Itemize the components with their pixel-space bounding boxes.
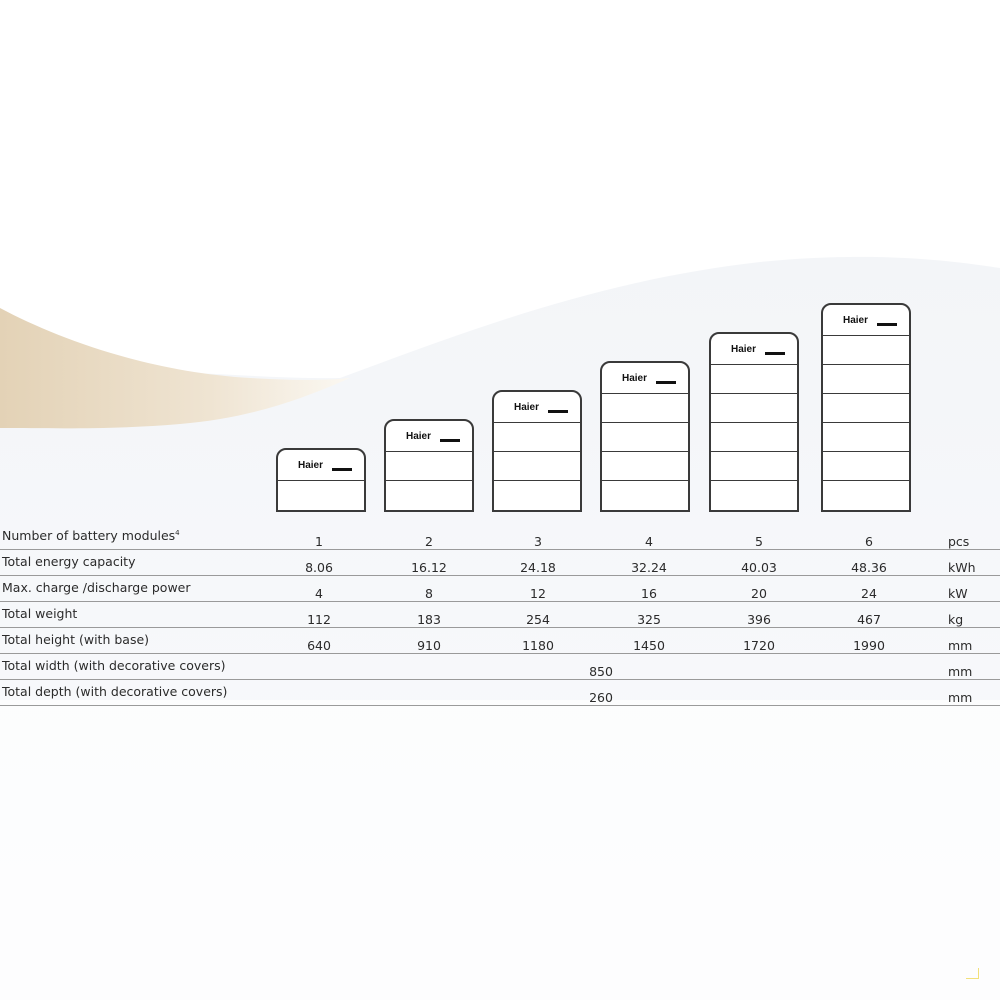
spec-row xyxy=(0,680,1000,706)
spec-value: 396 xyxy=(747,612,771,627)
spec-unit: mm xyxy=(948,690,973,705)
battery-module xyxy=(711,452,797,481)
brand-logo: Haier xyxy=(843,315,869,326)
battery-module xyxy=(386,481,472,510)
indicator-bar-icon xyxy=(877,323,897,326)
battery-module xyxy=(823,394,909,423)
spec-value: 16 xyxy=(641,586,657,601)
battery-module xyxy=(711,481,797,510)
spec-value: 467 xyxy=(857,612,881,627)
spec-value: 1180 xyxy=(522,638,554,653)
brand-logo: Haier xyxy=(406,431,432,442)
spec-value: 24.18 xyxy=(520,560,556,575)
spec-value: 850 xyxy=(589,664,613,679)
spec-value: 20 xyxy=(751,586,767,601)
spec-label: Total weight xyxy=(2,606,78,621)
battery-module xyxy=(602,423,688,452)
battery-module xyxy=(711,365,797,394)
spec-row xyxy=(0,576,1000,602)
spec-value: 910 xyxy=(417,638,441,653)
indicator-bar-icon xyxy=(765,352,785,355)
battery-module xyxy=(602,394,688,423)
corner-mark xyxy=(966,968,979,979)
battery-module xyxy=(823,423,909,452)
brand-logo: Haier xyxy=(298,460,324,471)
battery-tower-1 xyxy=(276,448,366,512)
spec-unit: kg xyxy=(948,612,964,627)
spec-value: 48.36 xyxy=(851,560,887,575)
spec-value: 40.03 xyxy=(741,560,777,575)
spec-value: 112 xyxy=(307,612,331,627)
battery-tower-2 xyxy=(384,419,474,512)
spec-label: Number of battery modules$^4$ xyxy=(2,528,180,543)
spec-unit: mm xyxy=(948,664,973,679)
tower-cap xyxy=(711,334,797,365)
spec-label: Total height (with base) xyxy=(2,632,150,647)
spec-label: Total depth (with decorative covers) xyxy=(2,684,228,699)
battery-module xyxy=(602,481,688,510)
spec-unit: mm xyxy=(948,638,973,653)
tower-cap xyxy=(278,450,364,481)
battery-module xyxy=(823,336,909,365)
battery-tower-5 xyxy=(709,332,799,512)
brand-logo: Haier xyxy=(514,402,540,413)
battery-tower-6 xyxy=(821,303,911,512)
spec-value: 1990 xyxy=(853,638,885,653)
spec-value: 3 xyxy=(534,534,542,549)
spec-value: 4 xyxy=(645,534,653,549)
battery-module xyxy=(823,365,909,394)
spec-row xyxy=(0,654,1000,680)
spec-value: 8.06 xyxy=(305,560,333,575)
battery-module xyxy=(602,452,688,481)
battery-tower-3 xyxy=(492,390,582,512)
battery-module xyxy=(494,452,580,481)
battery-module xyxy=(823,452,909,481)
spec-value: 260 xyxy=(589,690,613,705)
tower-cap xyxy=(386,421,472,452)
spec-value: 24 xyxy=(861,586,877,601)
spec-value: 5 xyxy=(755,534,763,549)
battery-module xyxy=(823,481,909,510)
spec-table xyxy=(0,524,1000,706)
indicator-bar-icon xyxy=(332,468,352,471)
tower-cap xyxy=(494,392,580,423)
battery-module xyxy=(278,481,364,510)
battery-tower-4 xyxy=(600,361,690,512)
battery-module xyxy=(711,423,797,452)
spec-label: Total energy capacity xyxy=(2,554,136,569)
battery-module xyxy=(711,394,797,423)
spec-value: 1450 xyxy=(633,638,665,653)
brand-logo: Haier xyxy=(731,344,757,355)
spec-value: 325 xyxy=(637,612,661,627)
indicator-bar-icon xyxy=(548,410,568,413)
tower-cap xyxy=(823,305,909,336)
spec-value: 16.12 xyxy=(411,560,447,575)
spec-label: Total width (with decorative covers) xyxy=(2,658,226,673)
indicator-bar-icon xyxy=(656,381,676,384)
spec-value: 32.24 xyxy=(631,560,667,575)
spec-value: 8 xyxy=(425,586,433,601)
spec-value: 2 xyxy=(425,534,433,549)
indicator-bar-icon xyxy=(440,439,460,442)
spec-unit: pcs xyxy=(948,534,970,549)
battery-module xyxy=(494,423,580,452)
spec-row xyxy=(0,550,1000,576)
spec-value: 12 xyxy=(530,586,546,601)
spec-unit: kWh xyxy=(948,560,976,575)
spec-value: 183 xyxy=(417,612,441,627)
spec-value: 254 xyxy=(526,612,550,627)
spec-row xyxy=(0,628,1000,654)
tower-cap xyxy=(602,363,688,394)
spec-row xyxy=(0,524,1000,550)
spec-value: 1 xyxy=(315,534,323,549)
spec-row xyxy=(0,602,1000,628)
spec-label: Max. charge /discharge power xyxy=(2,580,191,595)
spec-unit: kW xyxy=(948,586,968,601)
spec-value: 6 xyxy=(865,534,873,549)
spec-value: 4 xyxy=(315,586,323,601)
battery-module xyxy=(494,481,580,510)
battery-module xyxy=(386,452,472,481)
spec-value: 640 xyxy=(307,638,331,653)
brand-logo: Haier xyxy=(622,373,648,384)
spec-value: 1720 xyxy=(743,638,775,653)
footnote-marker: 4 xyxy=(175,528,180,537)
